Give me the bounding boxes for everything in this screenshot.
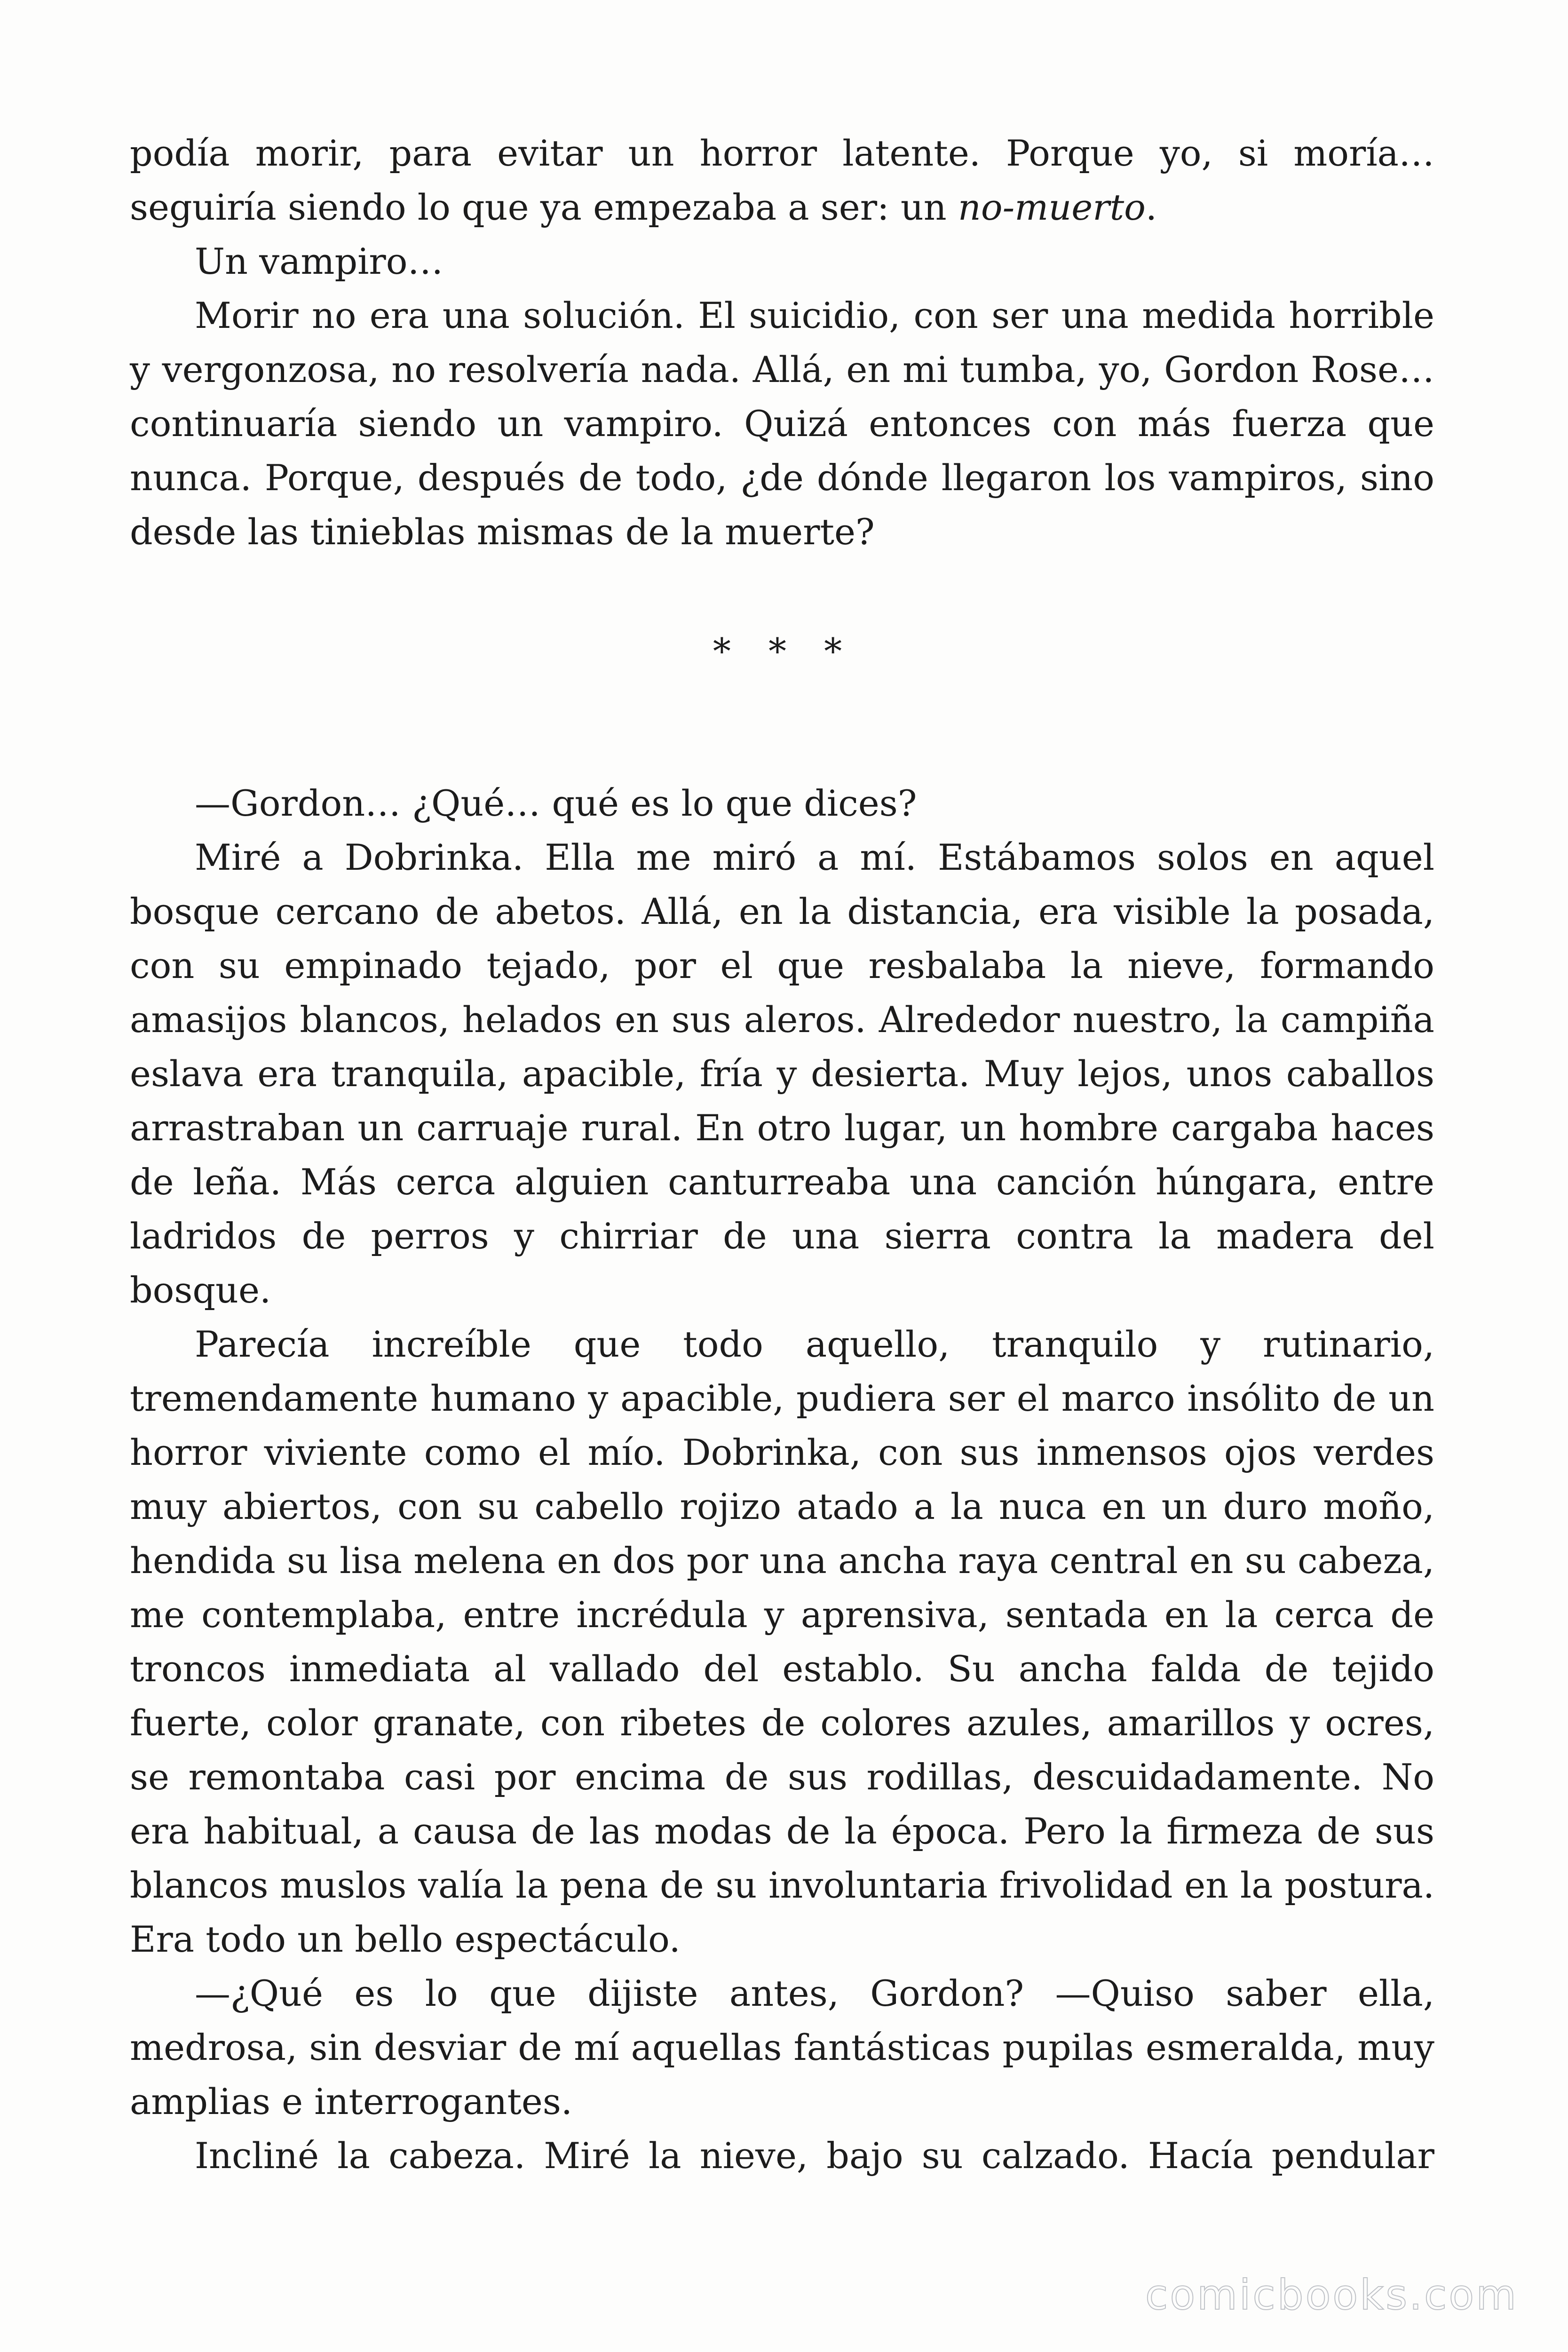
paragraph-text: Miré a Dobrinka. Ella me miró a mí. Estábamos solos en aquel bosque cercano de abetos. Allá, en la distancia, era visible la posada, con su empinado tejado, por el que resbalaba la nieve, formando amasijos blancos, helados en sus aleros. Alrededor nuestro, la campiña eslava era tranquila, apacible, fría y desierta. Muy lejos, unos caballos arrastraban un carruaje rural. En otro lugar, un hombre cargaba haces de leña. Más cerca alguien canturreaba una canción húngara, entre ladridos de perros y chirriar de una sierra contra la madera del bosque.: [130, 836, 1434, 1311]
paragraph: [130, 126, 1434, 234]
paragraph-text: Un vampiro…: [195, 240, 443, 282]
watermark-logo: comicbooks.com: [1145, 2271, 1518, 2319]
paragraph-text: Parecía increíble que todo aquello, tranquilo y rutinario, tremendamente humano y apacible, pudiera ser el marco insólito de un horror viviente como el mío. Dobrinka, con sus inmensos ojos verdes muy abiertos, con su cabello rojizo atado a la nuca en un duro moño, hendida su lisa melena en dos por una ancha raya central en su cabeza, me contemplaba, entre incrédula y aprensiva, sentada en la cerca de troncos inmediata al vallado del establo. Su ancha falda de tejido fuerte, color granate, con ribetes de colores azules, amarillos y ocres, se remontaba casi por encima de sus rodillas, descuidadamente. No era habitual, a causa de las modas de la época. Pero la firmeza de sus blancos muslos valía la pena de su involuntaria frivolidad en la postura. Era todo un bello espectáculo.: [130, 1323, 1434, 1960]
paragraph-text: —¿Qué es lo que dijiste antes, Gordon? —Quiso saber ella, medrosa, sin desviar de mí aquellas fantásticas pupilas esmeralda, muy amplias e interrogantes.: [130, 1972, 1434, 2122]
paragraph-text: Morir no era una solución. El suicidio, con ser una medida horrible y vergonzosa, no resolvería nada. Allá, en mi tumba, yo, Gordon Rose… continuaría siendo un vampiro. Quizá entonces con más fuerza que nunca. Porque, después de todo, ¿de dónde llegaron los vampiros, sino desde las tinieblas mismas de la muerte?: [130, 294, 1434, 553]
paragraph-text: Incliné la cabeza. Miré la nieve, bajo su calzado. Hacía pendular: [195, 2135, 1434, 2177]
paragraph: [130, 830, 1434, 1317]
paragraph-text: podía morir, para evitar un horror latente. Porque yo, si moría… seguiría siendo lo que ya empezaba a ser: un: [130, 132, 1434, 228]
text-block-top: [130, 126, 1434, 559]
paragraph: [130, 234, 1434, 288]
paragraph: [130, 1966, 1434, 2129]
paragraph-text: —Gordon… ¿Qué… qué es lo que dices?: [195, 782, 917, 824]
text-block-bottom: [130, 776, 1434, 2183]
paragraph: [130, 288, 1434, 559]
italic-text: no-muerto: [958, 186, 1146, 228]
paragraph-text: .: [1145, 186, 1157, 228]
paragraph: [130, 776, 1434, 830]
section-separator: * * *: [713, 630, 855, 672]
paragraph: [130, 1317, 1434, 1966]
paragraph: [130, 2129, 1434, 2183]
